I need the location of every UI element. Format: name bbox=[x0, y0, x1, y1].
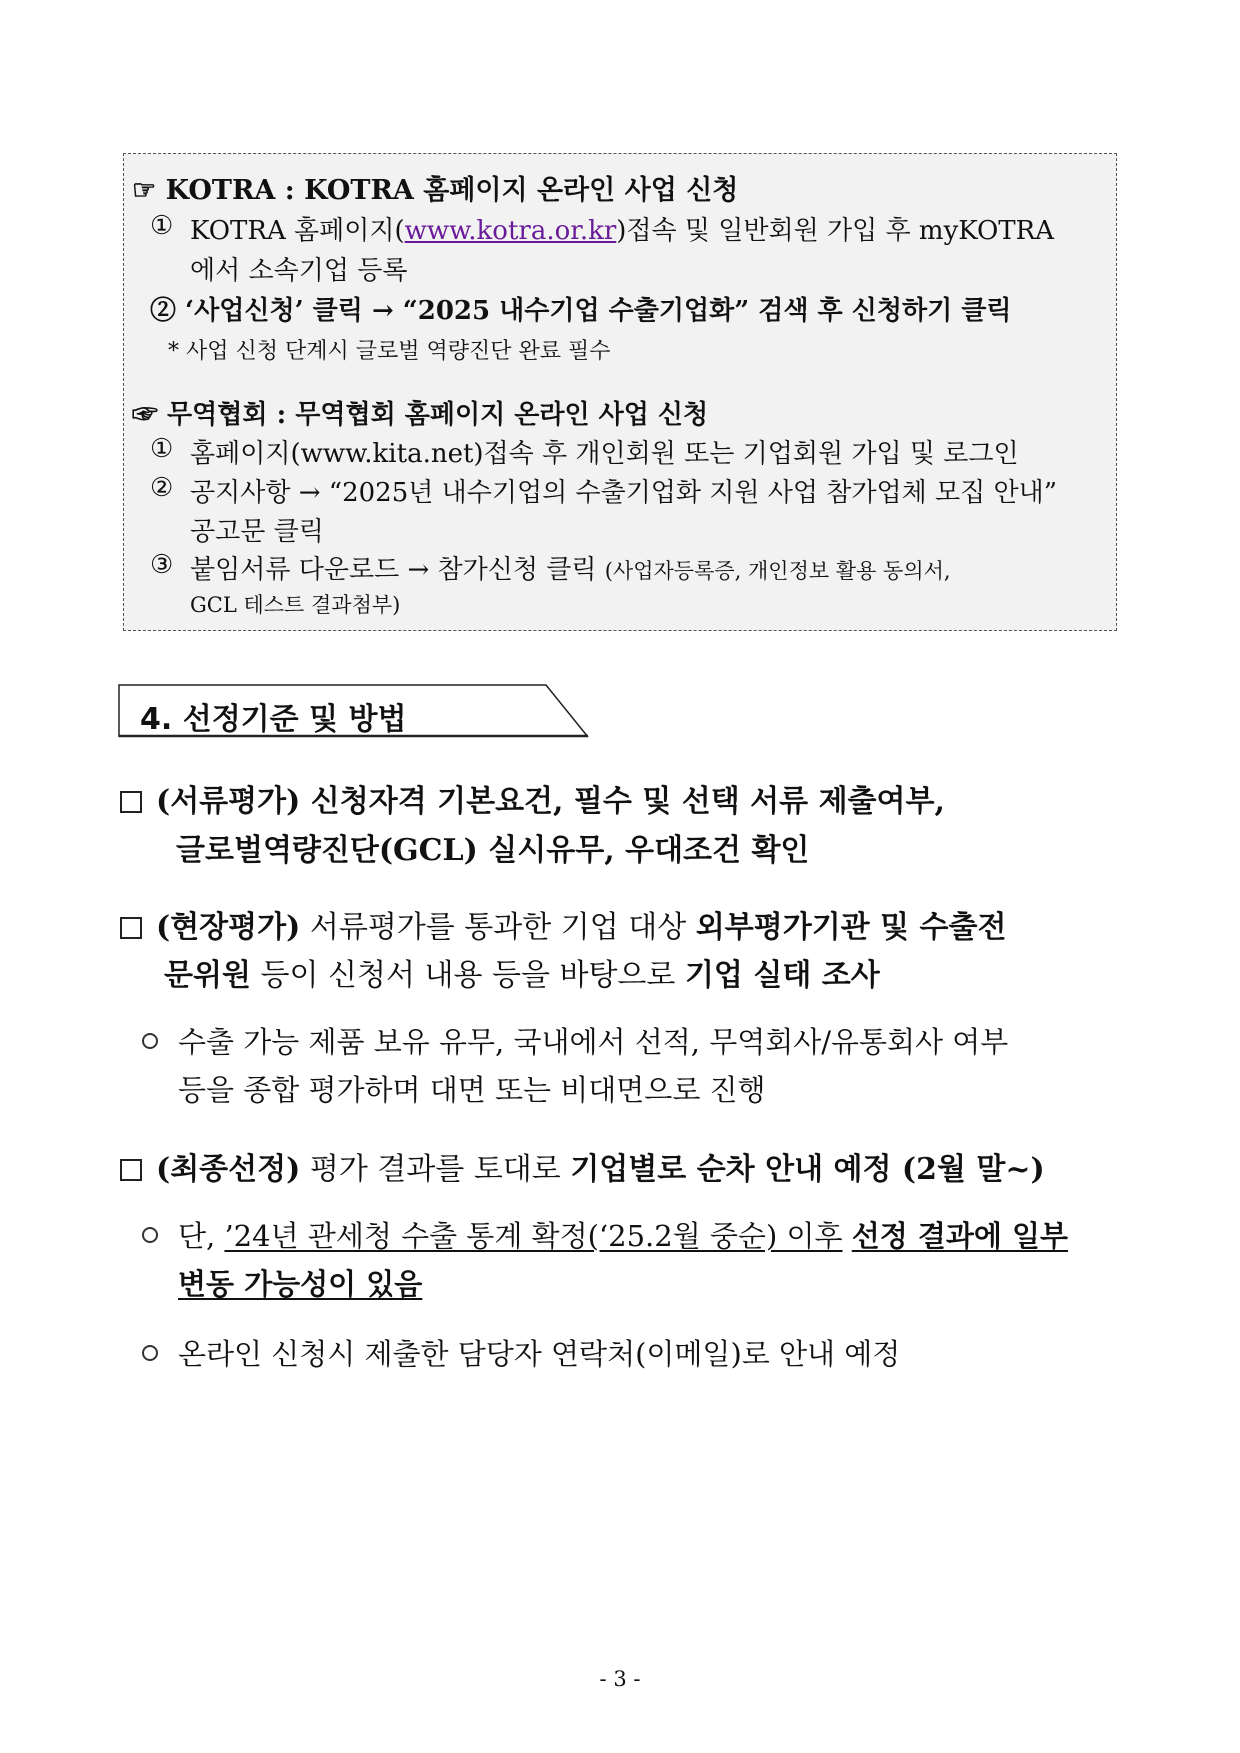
application-info-box bbox=[123, 153, 1117, 631]
circle-bullet-icon bbox=[142, 1033, 158, 1049]
field-review-l2-text: 등이 신청서 내용 등을 바탕으로 bbox=[260, 958, 676, 993]
checkbox-icon bbox=[120, 791, 142, 813]
kotra-step1-text-a: KOTRA 홈페이지( bbox=[190, 216, 405, 246]
section-heading-tab bbox=[118, 684, 590, 738]
final-sub2-text: 온라인 신청시 제출한 담당자 연락처(이메일)로 안내 예정 bbox=[178, 1337, 901, 1371]
kita-step2-cont: 공고문 클릭 bbox=[190, 517, 324, 547]
kotra-note: * 사업 신청 단계시 글로벌 역량진단 완료 필수 bbox=[168, 339, 611, 364]
kita-step3 bbox=[190, 549, 951, 586]
field-sub-item bbox=[142, 1020, 1008, 1061]
kita-step1: 홈페이지(www.kita.net)접속 후 개인회원 또는 기업회원 가입 및 로그인 bbox=[190, 439, 1019, 469]
doc-review-item bbox=[120, 776, 945, 820]
field-review-label: (현장평가) bbox=[156, 910, 301, 945]
field-review-item bbox=[120, 902, 1006, 946]
kotra-step1 bbox=[190, 210, 1100, 247]
final-sub1-underlined-bold: 선정 결과에 일부 bbox=[851, 1219, 1069, 1253]
field-review-text: 서류평가를 통과한 기업 대상 bbox=[309, 910, 687, 945]
field-sub-line1: 수출 가능 제품 보유 유무, 국내에서 선적, 무역회사/유통회사 여부 bbox=[178, 1025, 1009, 1059]
field-review-line2 bbox=[164, 950, 880, 994]
kotra-step1-text-b: )접속 및 일반회원 가입 후 myKOTRA bbox=[616, 216, 1054, 246]
section-title: 4. 선정기준 및 방법 bbox=[140, 702, 407, 737]
field-review-l2-bold: 문위원 bbox=[164, 958, 251, 993]
doc-review-line2: 글로벌역량진단(GCL) 실시유무, 우대조건 확인 bbox=[176, 833, 810, 868]
kita-step3-num: ③ bbox=[150, 550, 174, 580]
final-sub-item-2 bbox=[142, 1332, 900, 1373]
final-sub1-underlined: ’24년 관세청 수출 통계 확정(‘25.2월 중순) 이후 bbox=[224, 1219, 843, 1253]
checkbox-icon bbox=[120, 1159, 142, 1181]
final-selection-item bbox=[120, 1144, 1045, 1188]
final-selection-text: 평가 결과를 토대로 bbox=[309, 1152, 561, 1187]
final-sub1-line2: 변동 가능성이 있음 bbox=[178, 1267, 423, 1301]
circle-bullet-icon bbox=[142, 1345, 158, 1361]
kotra-heading: ☞ KOTRA : KOTRA 홈페이지 온라인 사업 신청 bbox=[132, 175, 739, 206]
circle-bullet-icon bbox=[142, 1227, 158, 1243]
kotra-step1-cont: 에서 소속기업 등록 bbox=[190, 256, 408, 286]
field-review-l2-bold2: 기업 실태 조사 bbox=[684, 958, 880, 993]
kita-heading: ☞ 무역협회 : 무역협회 홈페이지 온라인 사업 신청 bbox=[132, 400, 709, 430]
kotra-step2: ② ‘사업신청’ 클릭 → “2025 내수기업 수출기업화” 검색 후 신청하기 클릭 bbox=[150, 296, 1012, 326]
field-review-bold: 외부평가기관 및 수출전 bbox=[695, 910, 1007, 945]
field-sub-line2: 등을 종합 평가하며 대면 또는 비대면으로 진행 bbox=[178, 1073, 766, 1107]
final-selection-bold: 기업별로 순차 안내 예정 (2월 말~) bbox=[570, 1152, 1045, 1187]
kita-step3-cont: GCL 테스트 결과첨부) bbox=[190, 593, 401, 617]
final-sub-item-1 bbox=[142, 1214, 1068, 1255]
kotra-step1-num: ① bbox=[150, 211, 174, 241]
kita-step1-num: ① bbox=[150, 434, 174, 464]
checkbox-icon bbox=[120, 917, 142, 939]
final-selection-label: (최종선정) bbox=[156, 1152, 301, 1187]
kita-step2-num: ② bbox=[150, 473, 174, 503]
kotra-website-link[interactable]: www.kotra.or.kr bbox=[404, 216, 617, 246]
kita-step3-text: 붙임서류 다운로드 → 참가신청 클릭 bbox=[190, 555, 597, 585]
final-sub1-prefix: 단, bbox=[178, 1219, 216, 1253]
page-number: - 3 - bbox=[599, 1667, 641, 1691]
kita-step2: 공지사항 → “2025년 내수기업의 수출기업화 지원 사업 참가업체 모집 안내” bbox=[190, 478, 1058, 508]
kita-step3-attachments: (사업자등록증, 개인정보 활용 동의서, bbox=[604, 559, 951, 583]
doc-review-line1: (서류평가) 신청자격 기본요건, 필수 및 선택 서류 제출여부, bbox=[156, 784, 945, 819]
